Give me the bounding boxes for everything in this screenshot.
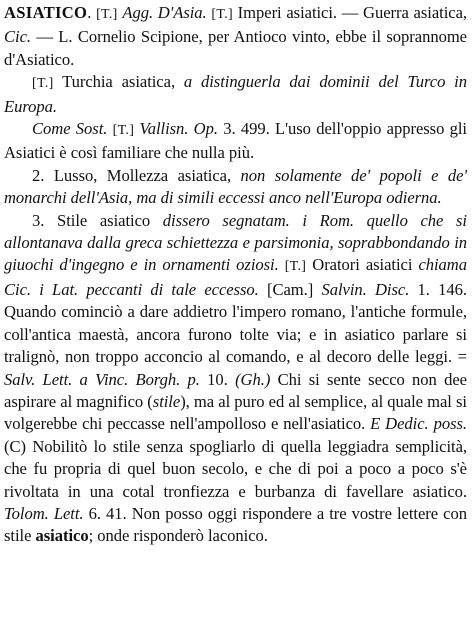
entry-sense-3: 3. Stile asiatico dissero segnatam. i Rom. quello che si allontanava dalla greca schiettezza e parsimonia, soprabbondando in giuochi d'ingegno e in ornamenti oziosi. [T.] Oratori asiatici chiama Cic. i Lat. peccanti di tale eccesso. [Cam.] Salvin. Disc. 1. 146. Quando cominciò a dare addietro l'impero romano, l'antiche formule, coll'antica maestà, ancora furono tolte via; e in asiatico parlare si tralignò, non troppo acconcio al comando, e al decoro delle leggi. = Salv. Lett. a Vinc. Borgh. p. 10. (Gh.) Chi si sente secco non dee aspirare al magnifico (stile), ma al puro ed al semplice, al quale mal si volgerebbe chi peccasse nell'ampolloso e nell'asiatico. E Dedic. poss. (C) Nobilitò lo stile senza spogliarlo di quella leggiadra semplicità, che fu propria di quel buon secolo, e che di poi a poco a poco s'è rivoltata in una cotal tronfiezza e burbanza di favellare asiatico. Tolom. Lett. 6. 41. Non posso oggi rispondere a tre vostre lettere con stile asiatico; onde risponderò laconico. <box>4 210 467 546</box>
highlighted-word: asiatico <box>35 526 89 546</box>
grammar-note: Agg. D'Asia. <box>122 3 207 22</box>
entry-definition-1b: [T.] Turchia asiatica, a distinguerla dai dominii del Turco in Europa. <box>4 72 467 116</box>
citation: Salv. Lett. a Vinc. Borgh. p. <box>4 369 200 389</box>
source-tag: [T.] <box>96 7 118 22</box>
gloss: a distinguerla dai dominii del Turco in Europa. <box>4 72 467 116</box>
sense-number: 2. <box>32 165 45 185</box>
citation: Cic. <box>4 27 31 47</box>
citation: Vallisn. Op. <box>139 119 218 139</box>
gloss: chiama Cic. i Lat. peccanti di tale eccesso. <box>4 255 467 299</box>
entry-sense-2: 2. Lusso, Mollezza asiatica, non solamente de' popoli e de' monarchi dell'Asia, ma di simili eccessi anco nell'Europa odierna. <box>4 165 467 208</box>
source-tag: [T.] <box>112 123 135 139</box>
citation: E Dedic. poss. <box>370 414 467 434</box>
dictionary-entry-asiatico <box>4 2 467 548</box>
source-tag: [T.] <box>284 259 307 275</box>
gloss: Come Sost. <box>32 119 108 139</box>
entry-definition-1: ASIATICO. [T.] Agg. D'Asia. [T.] Imperi asiatici. — Guerra asiatica, Cic. — L. Cornelio Scipione, per Antioco vinto, ebbe il soprannome d'Asiatico. <box>4 3 468 69</box>
source-tag: [Cam.] <box>267 279 314 299</box>
sense-number: 3. <box>32 210 45 230</box>
citation-marker: (Gh.) <box>235 369 271 389</box>
gloss: non solamente de' popoli e de' monarchi dell'Asia, ma di simili eccessi anco nell'Europa odierna. <box>4 165 467 208</box>
gloss: dissero segnatam. i Rom. quello che si allontanava dalla greca schiettezza e parsimonia, soprabbondando in giuochi d'ingegno e in ornamenti oziosi. <box>4 210 467 275</box>
gloss: stile <box>152 391 181 411</box>
source-tag: [T.] <box>211 7 233 22</box>
citation: Tolom. Lett. <box>4 503 84 523</box>
headword: ASIATICO <box>4 3 88 22</box>
citation: Salvin. Disc. <box>321 279 410 299</box>
source-tag: [T.] <box>32 76 54 92</box>
entry-definition-1c: Come Sost. [T.] Vallisn. Op. 3. 499. L'uso dell'oppio appresso gli Asiatici è così familiare che nulla più. <box>4 119 467 163</box>
